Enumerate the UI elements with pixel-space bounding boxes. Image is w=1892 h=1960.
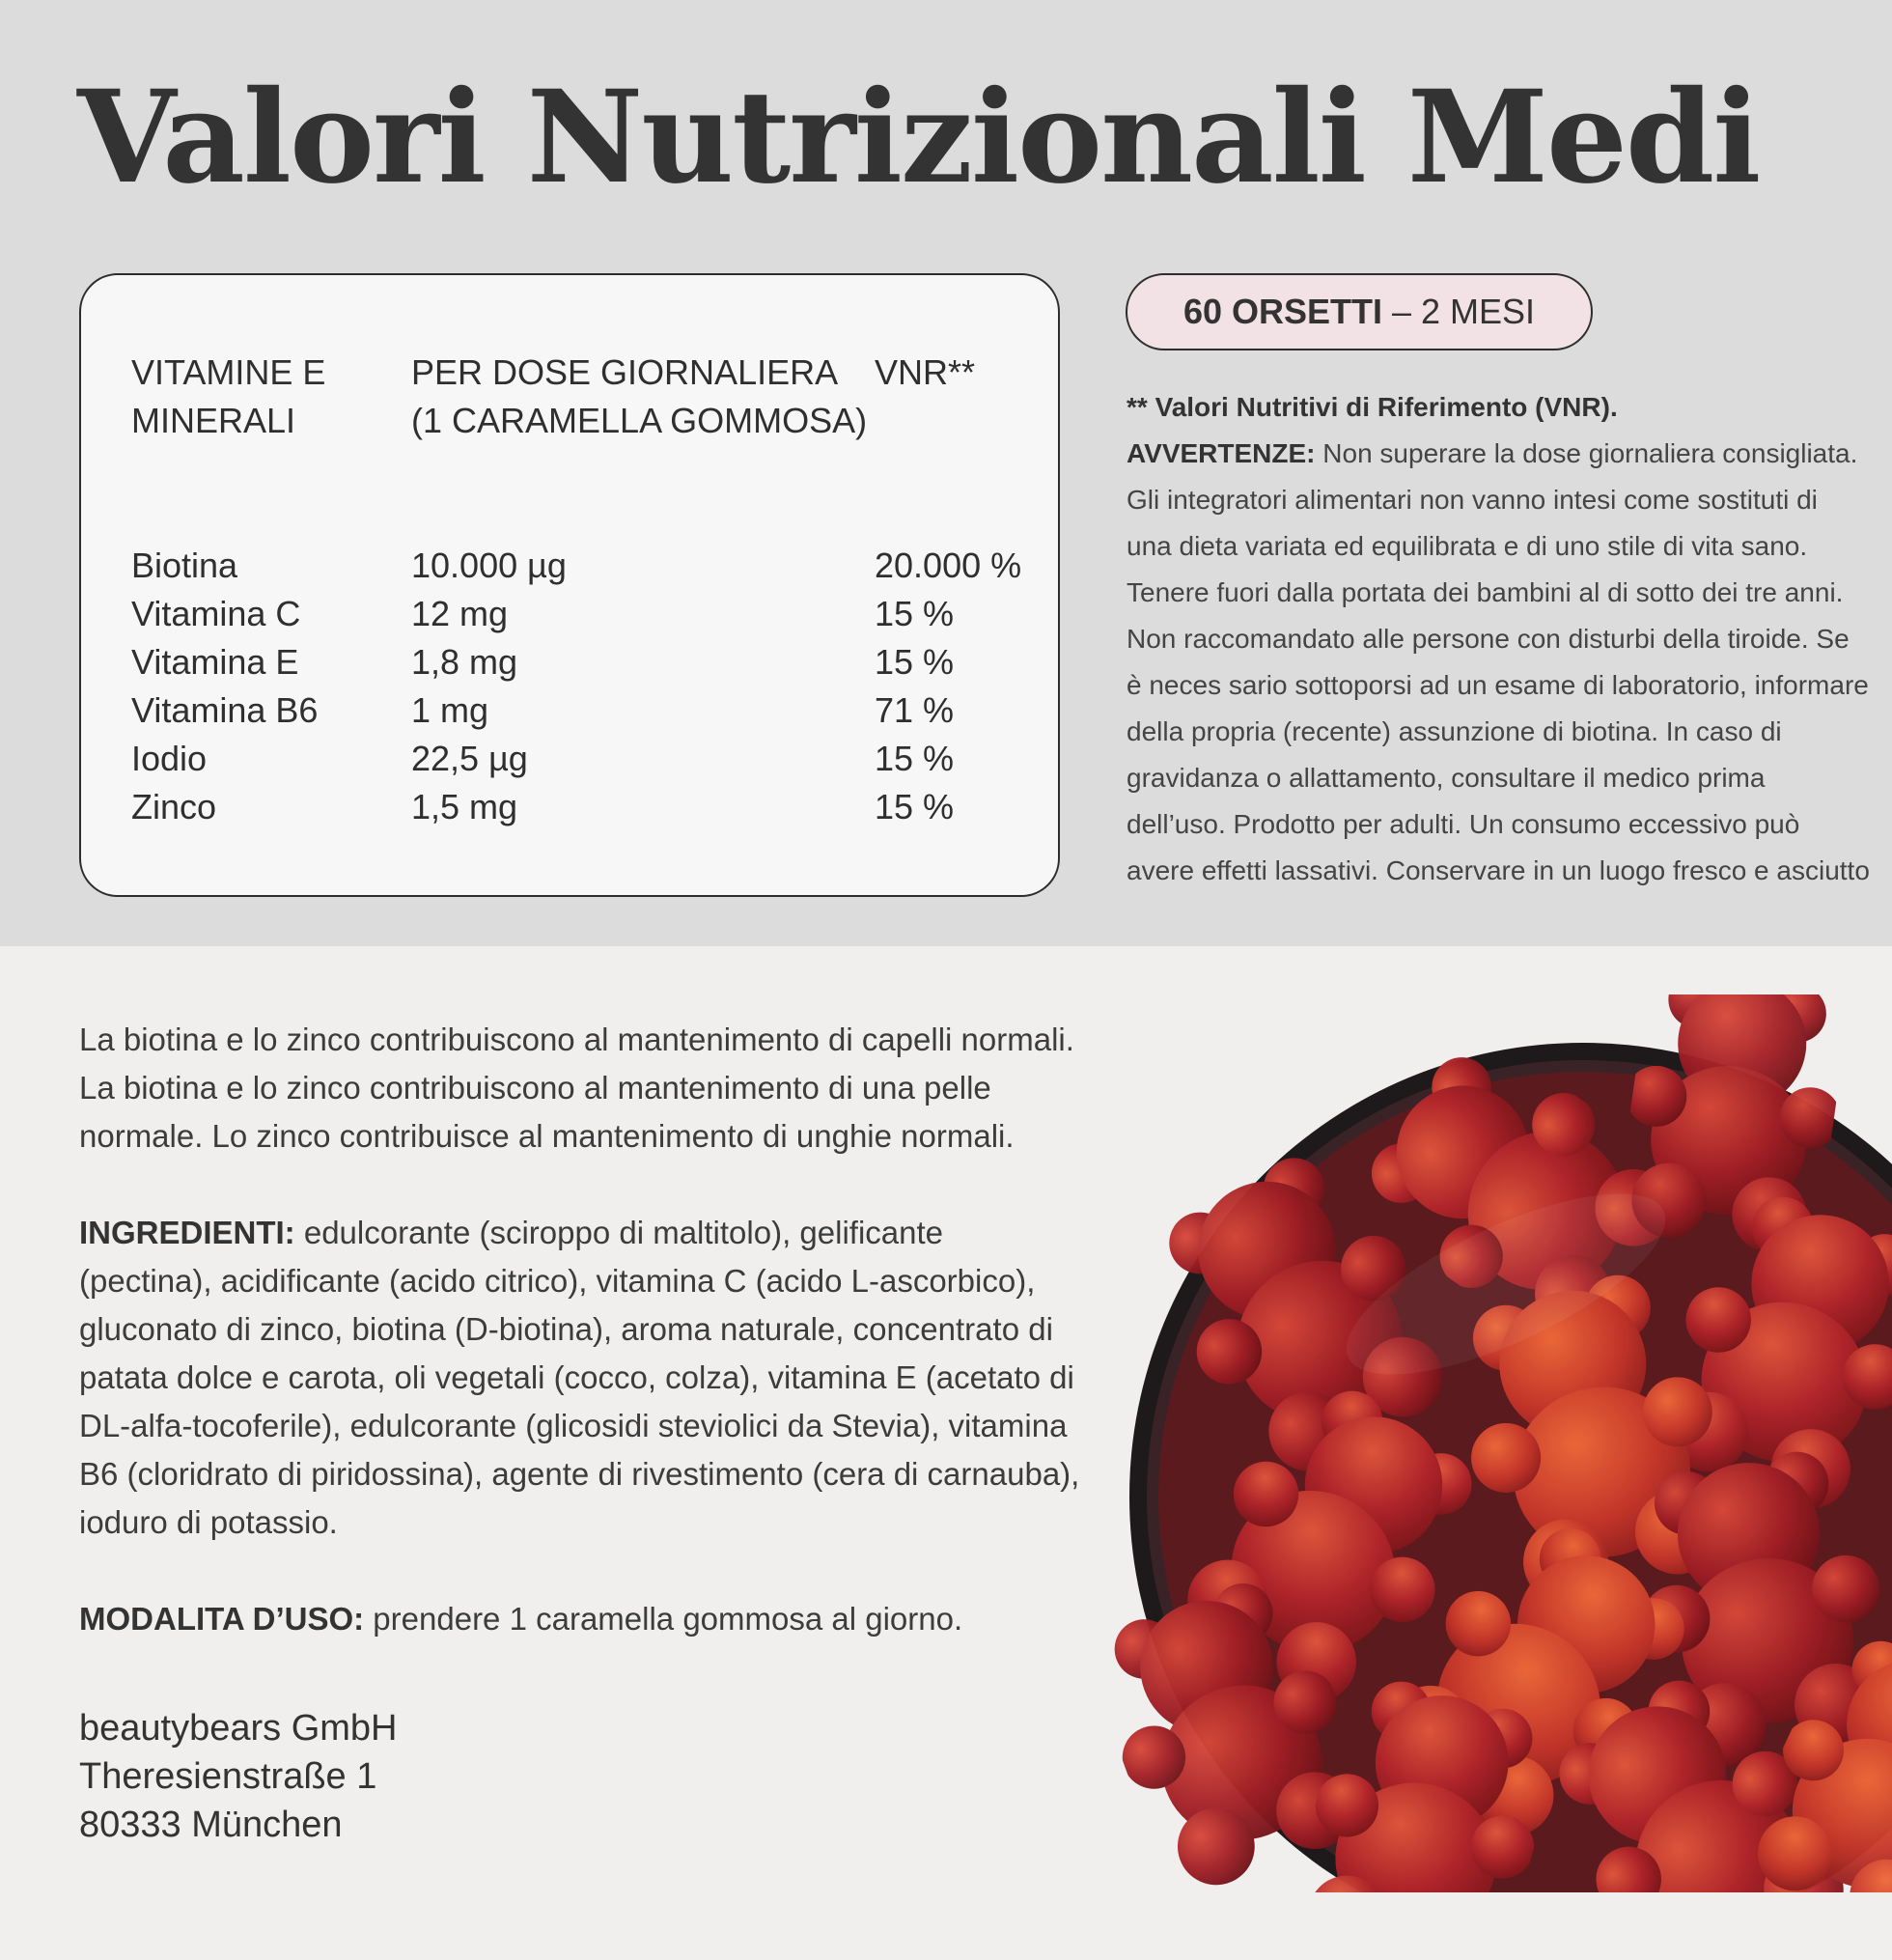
header-vitamins-minerals-text: VITAMINE E MINERALI (131, 352, 326, 440)
ingredients-text: edulcorante (sciroppo di maltitolo), gelificante (pectina), acidificante (acido citrico), vitamina C (acido L-ascorbico), gluconato di zinco, biotina (D-biotina), aroma naturale, concentrato di patata dolce e carota, oli vegetali (cocco, colza), vitamina E (acetato di DL-alfa-tocoferile), edulcorante (glicosidi steviolici da Stevia), vitamina B6 (cloridrato di piridossina), agente di rivestimento (cera di carnauba), ioduro di potassio. (79, 1215, 1080, 1540)
nutrient-vnr: 15 % (875, 739, 955, 778)
nutrition-table (79, 273, 1060, 897)
table-row (81, 542, 1058, 590)
health-claims: La biotina e lo zinco contribuiscono al mantenimento di capelli normali. La biotina e lo zinco contribuiscono al mantenimento di una pelle normale. Lo zinco contribuisce al mantenimento di unghie normali. (79, 1022, 1074, 1154)
nutrient-name: Vitamina E (131, 642, 299, 682)
nutrient-name: Zinco (131, 787, 217, 826)
nutrient-name: Vitamina C (131, 594, 301, 633)
nutrient-vnr: 15 % (875, 787, 955, 826)
nutrient-dose: 1 mg (411, 690, 489, 730)
vnr-footnote: ** Valori Nutritivi di Riferimento (VNR). (1127, 392, 1618, 422)
table-row (81, 783, 1058, 831)
header-daily-dose: PER DOSE GIORNALIERA (1 CARAMELLA GOMMOSA) (411, 352, 868, 440)
nutrient-dose: 22,5 µg (411, 739, 528, 778)
page-title: Valori Nutrizionali Medi (77, 63, 1760, 212)
ingredients-label: INGREDIENTI: (79, 1215, 295, 1250)
table-row (81, 735, 1058, 783)
company-name: beautybears GmbH (79, 1708, 398, 1749)
usage-text: prendere 1 caramella gommosa al giorno. (364, 1601, 963, 1637)
nutrient-vnr: 20.000 % (875, 546, 1022, 585)
city: 80333 München (79, 1805, 343, 1845)
nutrient-dose: 1,8 mg (411, 642, 518, 682)
badge-count: 60 ORSETTI (1182, 292, 1382, 331)
street: Theresienstraße 1 (79, 1756, 377, 1797)
nutrient-rows (81, 542, 1058, 831)
nutrient-dose: 10.000 µg (411, 546, 567, 585)
warnings-label: AVVERTENZE: (1127, 438, 1316, 468)
package-size-badge (1126, 273, 1593, 350)
nutrient-dose: 1,5 mg (411, 787, 518, 826)
gummy-bears-bowl-image (1100, 994, 1892, 1960)
nutrient-name: Vitamina B6 (131, 690, 319, 730)
nutrient-name: Iodio (131, 739, 208, 778)
table-row (81, 590, 1058, 638)
header-vnr: VNR** (875, 352, 976, 392)
badge-duration: – 2 MESI (1392, 292, 1536, 331)
usage-label: MODALITA D’USO: (79, 1601, 365, 1637)
nutrient-vnr: 15 % (875, 594, 955, 633)
table-row (81, 638, 1058, 686)
manufacturer-address (79, 1704, 398, 1849)
warnings-text: Non superare la dose giornaliera consigliata. Gli integratori alimentari non vanno intesi come sostituti di una dieta variata ed equilibrata e di uno stile di vita sano. Tenere fuori dalla portata dei bambini al di sotto dei tre anni. Non raccomandato alle persone con disturbi della tiroide. Se è neces sario sottoporsi ad un esame di laboratorio, informare della propria (recente) assunzione di biotina. In caso di gravidanza o allattamento, consultare il medico prima dell’uso. Prodotto per adulti. Un consumo eccessivo può avere effetti lassativi. Conservare in un luogo fresco e asciutto (1127, 438, 1870, 885)
nutrient-vnr: 15 % (875, 642, 955, 682)
nutrient-vnr: 71 % (875, 690, 955, 730)
table-row (81, 686, 1058, 735)
nutrient-dose: 12 mg (411, 594, 509, 633)
warnings-block (1127, 384, 1870, 894)
nutrient-name: Biotina (131, 546, 238, 585)
product-description (79, 1016, 1083, 1692)
